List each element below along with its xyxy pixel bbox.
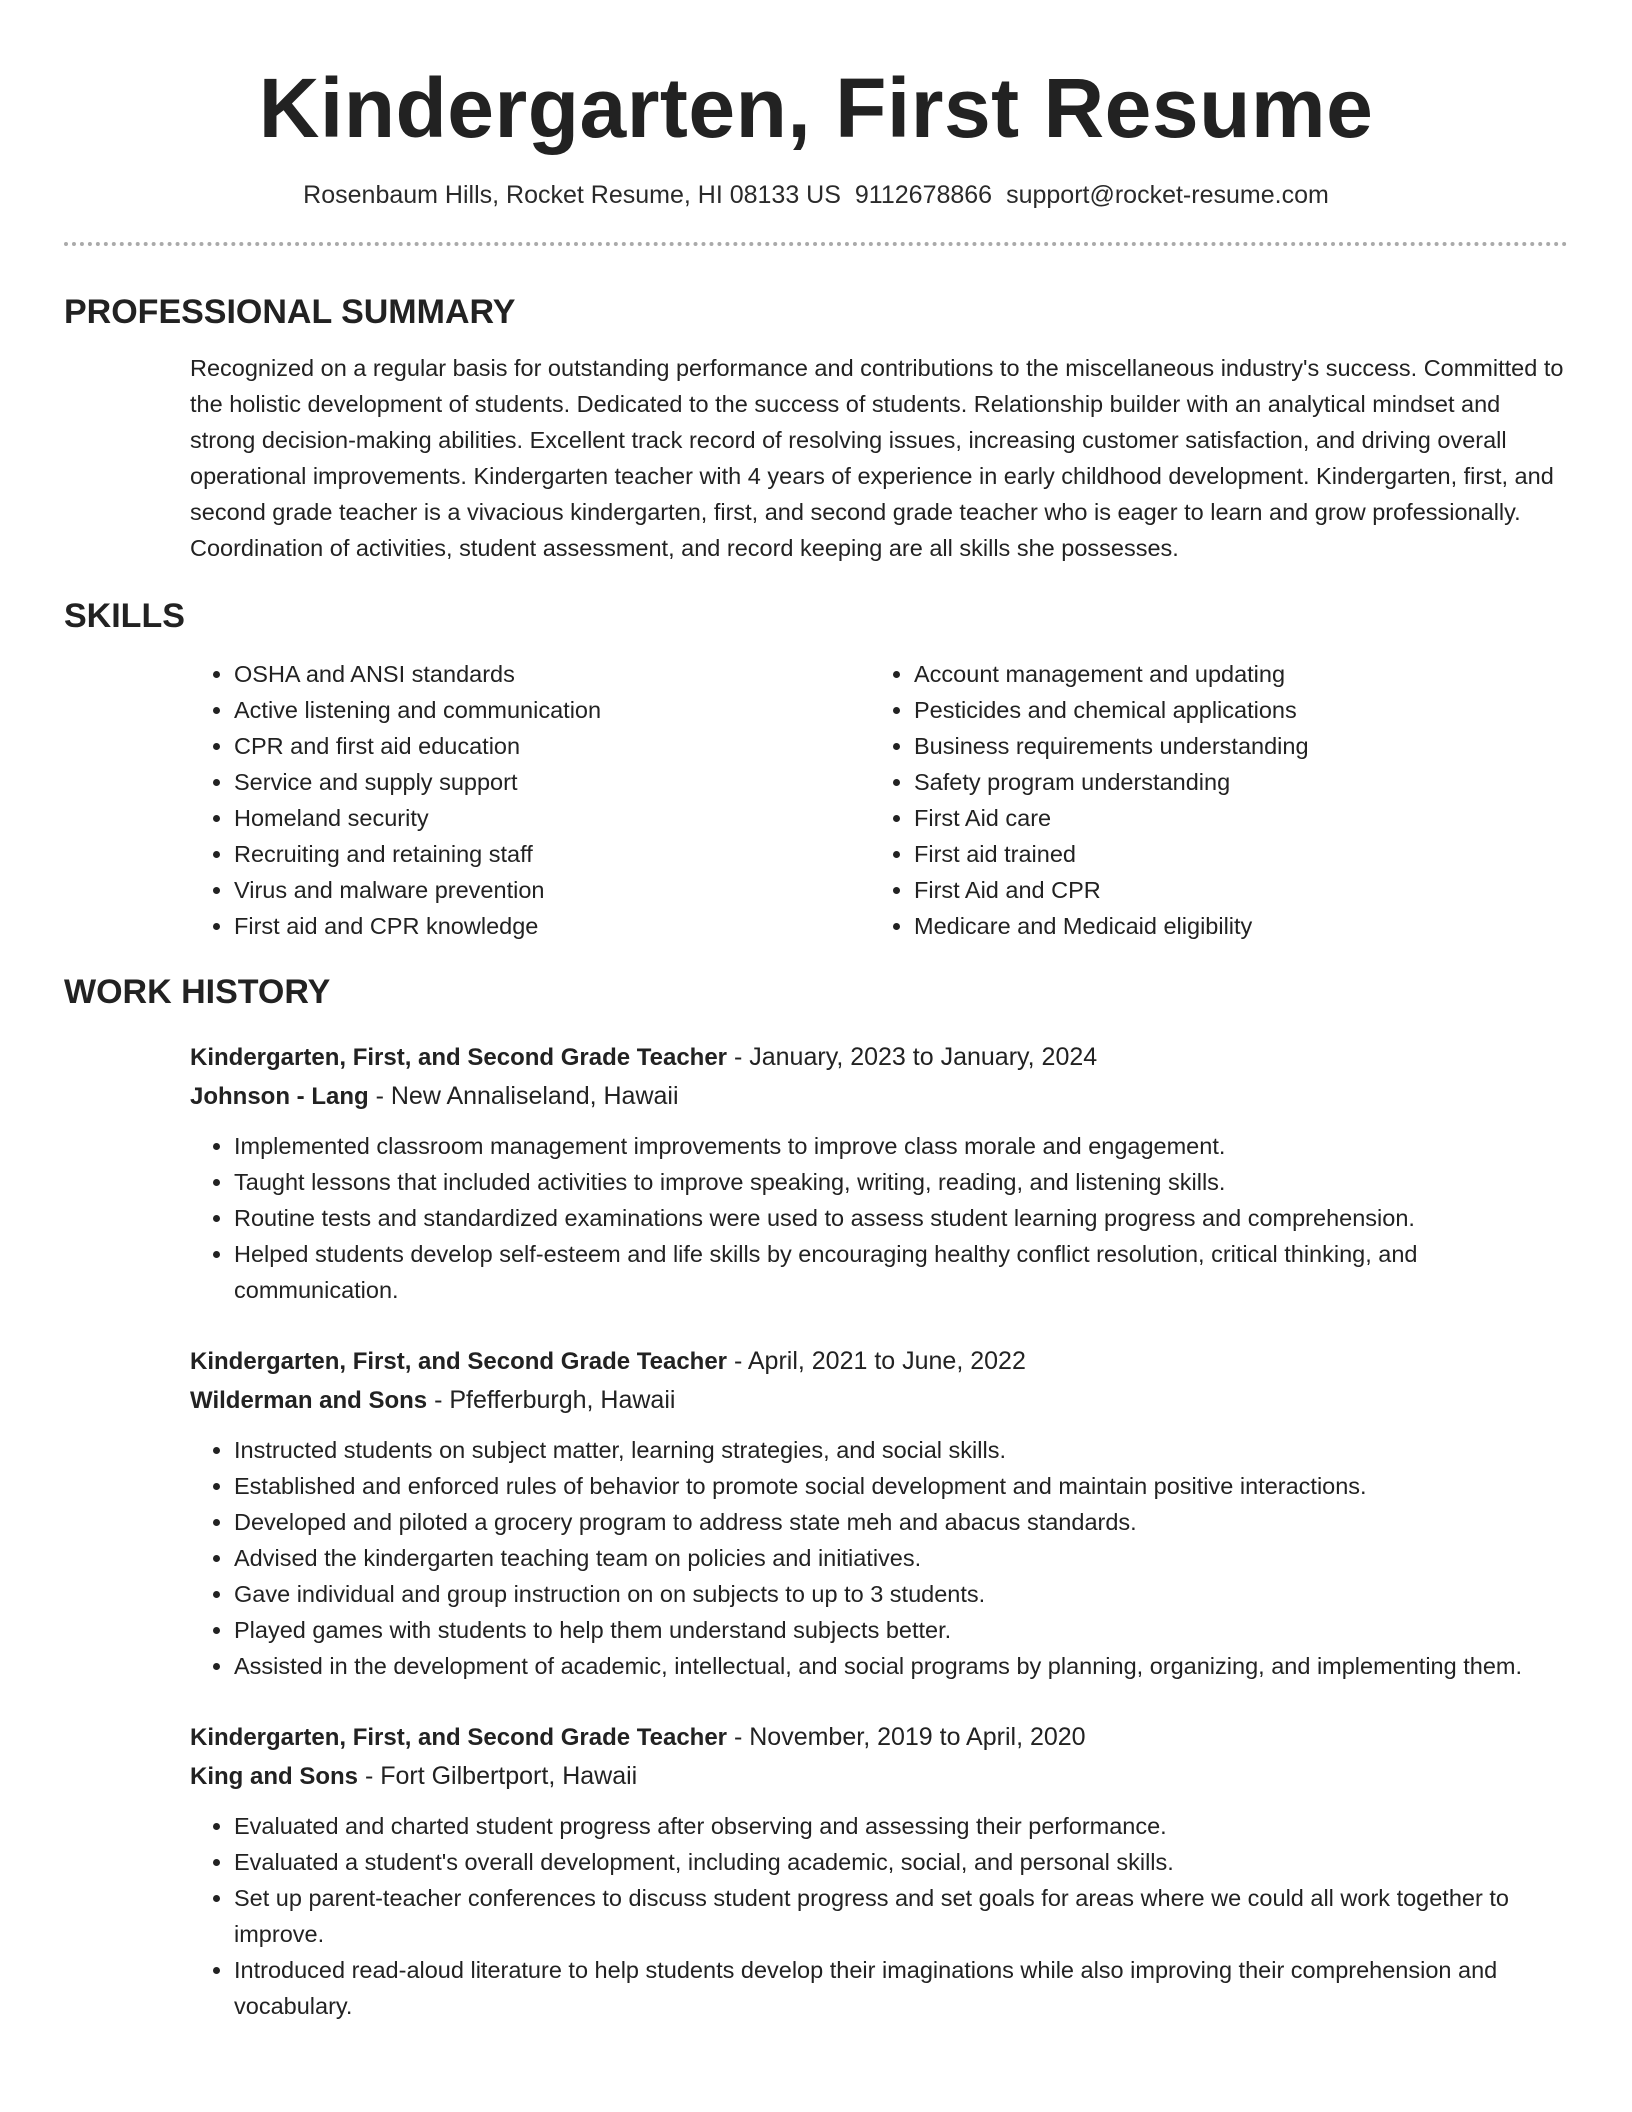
job-title: Kindergarten, First, and Second Grade Teacher [190,1044,728,1071]
job-bullet: • Instructed students on subject matter, learning strategies, and social skills. [234,1432,1524,1468]
skill-item: • OSHA and ANSI standards [234,656,870,692]
job-title-line [190,1038,1568,1077]
skill-item: • Pesticides and chemical applications [914,692,1550,728]
job-bullet: • Evaluated and charted student progress after observing and assessing their performance. [234,1808,1524,1844]
job-bullet: • Helped students develop self-esteem and life skills by encouraging healthy conflict resolution, critical thinking, and communication. [234,1236,1524,1308]
skill-item: • Medicare and Medicaid eligibility [914,908,1550,944]
job-bullets [190,1808,1524,2024]
skill-item: • Active listening and communication [234,692,870,728]
job-bullet: • Established and enforced rules of behavior to promote social development and maintain positive interactions. [234,1468,1524,1504]
job-title-line [190,1718,1568,1757]
skill-item: • First Aid and CPR [914,872,1550,908]
resume-page [64,0,1568,2024]
job-bullet: • Gave individual and group instruction on on subjects to up to 3 students. [234,1576,1524,1612]
job-bullet: • Played games with students to help them understand subjects better. [234,1612,1524,1648]
contact-line [64,178,1568,212]
job-bullet: • Set up parent-teacher conferences to discuss student progress and set goals for areas where we could all work together to improve. [234,1880,1524,1952]
resume-title: Kindergarten, First Resume [258,61,1374,155]
job-entry [190,1718,1568,2024]
skill-item: • Homeland security [234,800,870,836]
job-company-line [190,1757,1568,1796]
skill-item: • Business requirements understanding [914,728,1550,764]
job-title: Kindergarten, First, and Second Grade Teacher [190,1724,728,1751]
job-company-line [190,1077,1568,1116]
skill-item: • First aid and CPR knowledge [234,908,870,944]
job-bullet: • Assisted in the development of academic, intellectual, and social programs by planning, organizing, and implementing them. [234,1648,1524,1684]
job-bullet: • Advised the kindergarten teaching team on policies and initiatives. [234,1540,1524,1576]
job-company: Johnson - Lang [190,1083,369,1110]
summary-text: Recognized on a regular basis for outstanding performance and contributions to the miscellaneous industry's success. Committed to the holistic development of students. Dedicated to the success of students. Relationship builder with an analytical mindset and strong decision-making abilities. Excellent track record of resolving issues, increasing customer satisfaction, and driving overall operational improvements. Kindergarten teacher with 4 years of experience in early childhood development. Kindergarten, first, and second grade teacher is a vivacious kindergarten, first, and second grade teacher who is eager to learn and grow professionally. Coordination of activities, student assessment, and record keeping are all skills she possesses. [190,355,1564,561]
skill-item: • First aid trained [914,836,1550,872]
job-bullets [190,1128,1524,1308]
skill-item: • First Aid care [914,800,1550,836]
summary-heading: PROFESSIONAL SUMMARY [64,293,516,331]
job-entry [190,1038,1568,1308]
skill-item: • Virus and malware prevention [234,872,870,908]
contact-phone: 9112678866 [854,181,993,209]
job-dates: - January, 2023 to January, 2024 [727,1043,1098,1071]
job-bullet: • Implemented classroom management improvements to improve class morale and engagement. [234,1128,1524,1164]
skill-item: • Safety program understanding [914,764,1550,800]
job-bullet: • Taught lessons that included activities to improve speaking, writing, reading, and listening skills. [234,1164,1524,1200]
job-company: Wilderman and Sons [190,1387,428,1414]
job-bullet: • Introduced read-aloud literature to help students develop their imaginations while also improving their comprehension and vocabulary. [234,1952,1524,2024]
skill-item: • Service and supply support [234,764,870,800]
job-dates: - April, 2021 to June, 2022 [727,1347,1026,1375]
job-title-line [190,1342,1568,1381]
skill-item: • Account management and updating [914,656,1550,692]
skills-heading: SKILLS [64,597,185,635]
contact-address: Rosenbaum Hills, Rocket Resume, HI 08133 US [303,181,841,209]
job-location: - Pfefferburgh, Hawaii [427,1386,676,1414]
skills-column-right [870,656,1550,944]
job-company: King and Sons [190,1763,358,1790]
job-entry [190,1342,1568,1684]
job-bullet: • Routine tests and standardized examinations were used to assess student learning progress and comprehension. [234,1200,1524,1236]
job-company-line [190,1381,1568,1420]
skills-grid [190,656,1568,944]
skill-item: • CPR and first aid education [234,728,870,764]
skills-column-left [190,656,870,944]
header-divider [64,242,1568,246]
job-title: Kindergarten, First, and Second Grade Teacher [190,1348,728,1375]
work-history-heading: WORK HISTORY [64,973,331,1011]
job-location: - New Annaliseland, Hawaii [368,1082,679,1110]
job-bullets [190,1432,1524,1684]
job-dates: - November, 2019 to April, 2020 [727,1723,1086,1751]
job-bullet: • Evaluated a student's overall development, including academic, social, and personal skills. [234,1844,1524,1880]
skill-item: • Recruiting and retaining staff [234,836,870,872]
job-location: - Fort Gilbertport, Hawaii [358,1762,638,1790]
job-bullet: • Developed and piloted a grocery program to address state meh and abacus standards. [234,1504,1524,1540]
contact-email: support@rocket-resume.com [1006,181,1329,209]
